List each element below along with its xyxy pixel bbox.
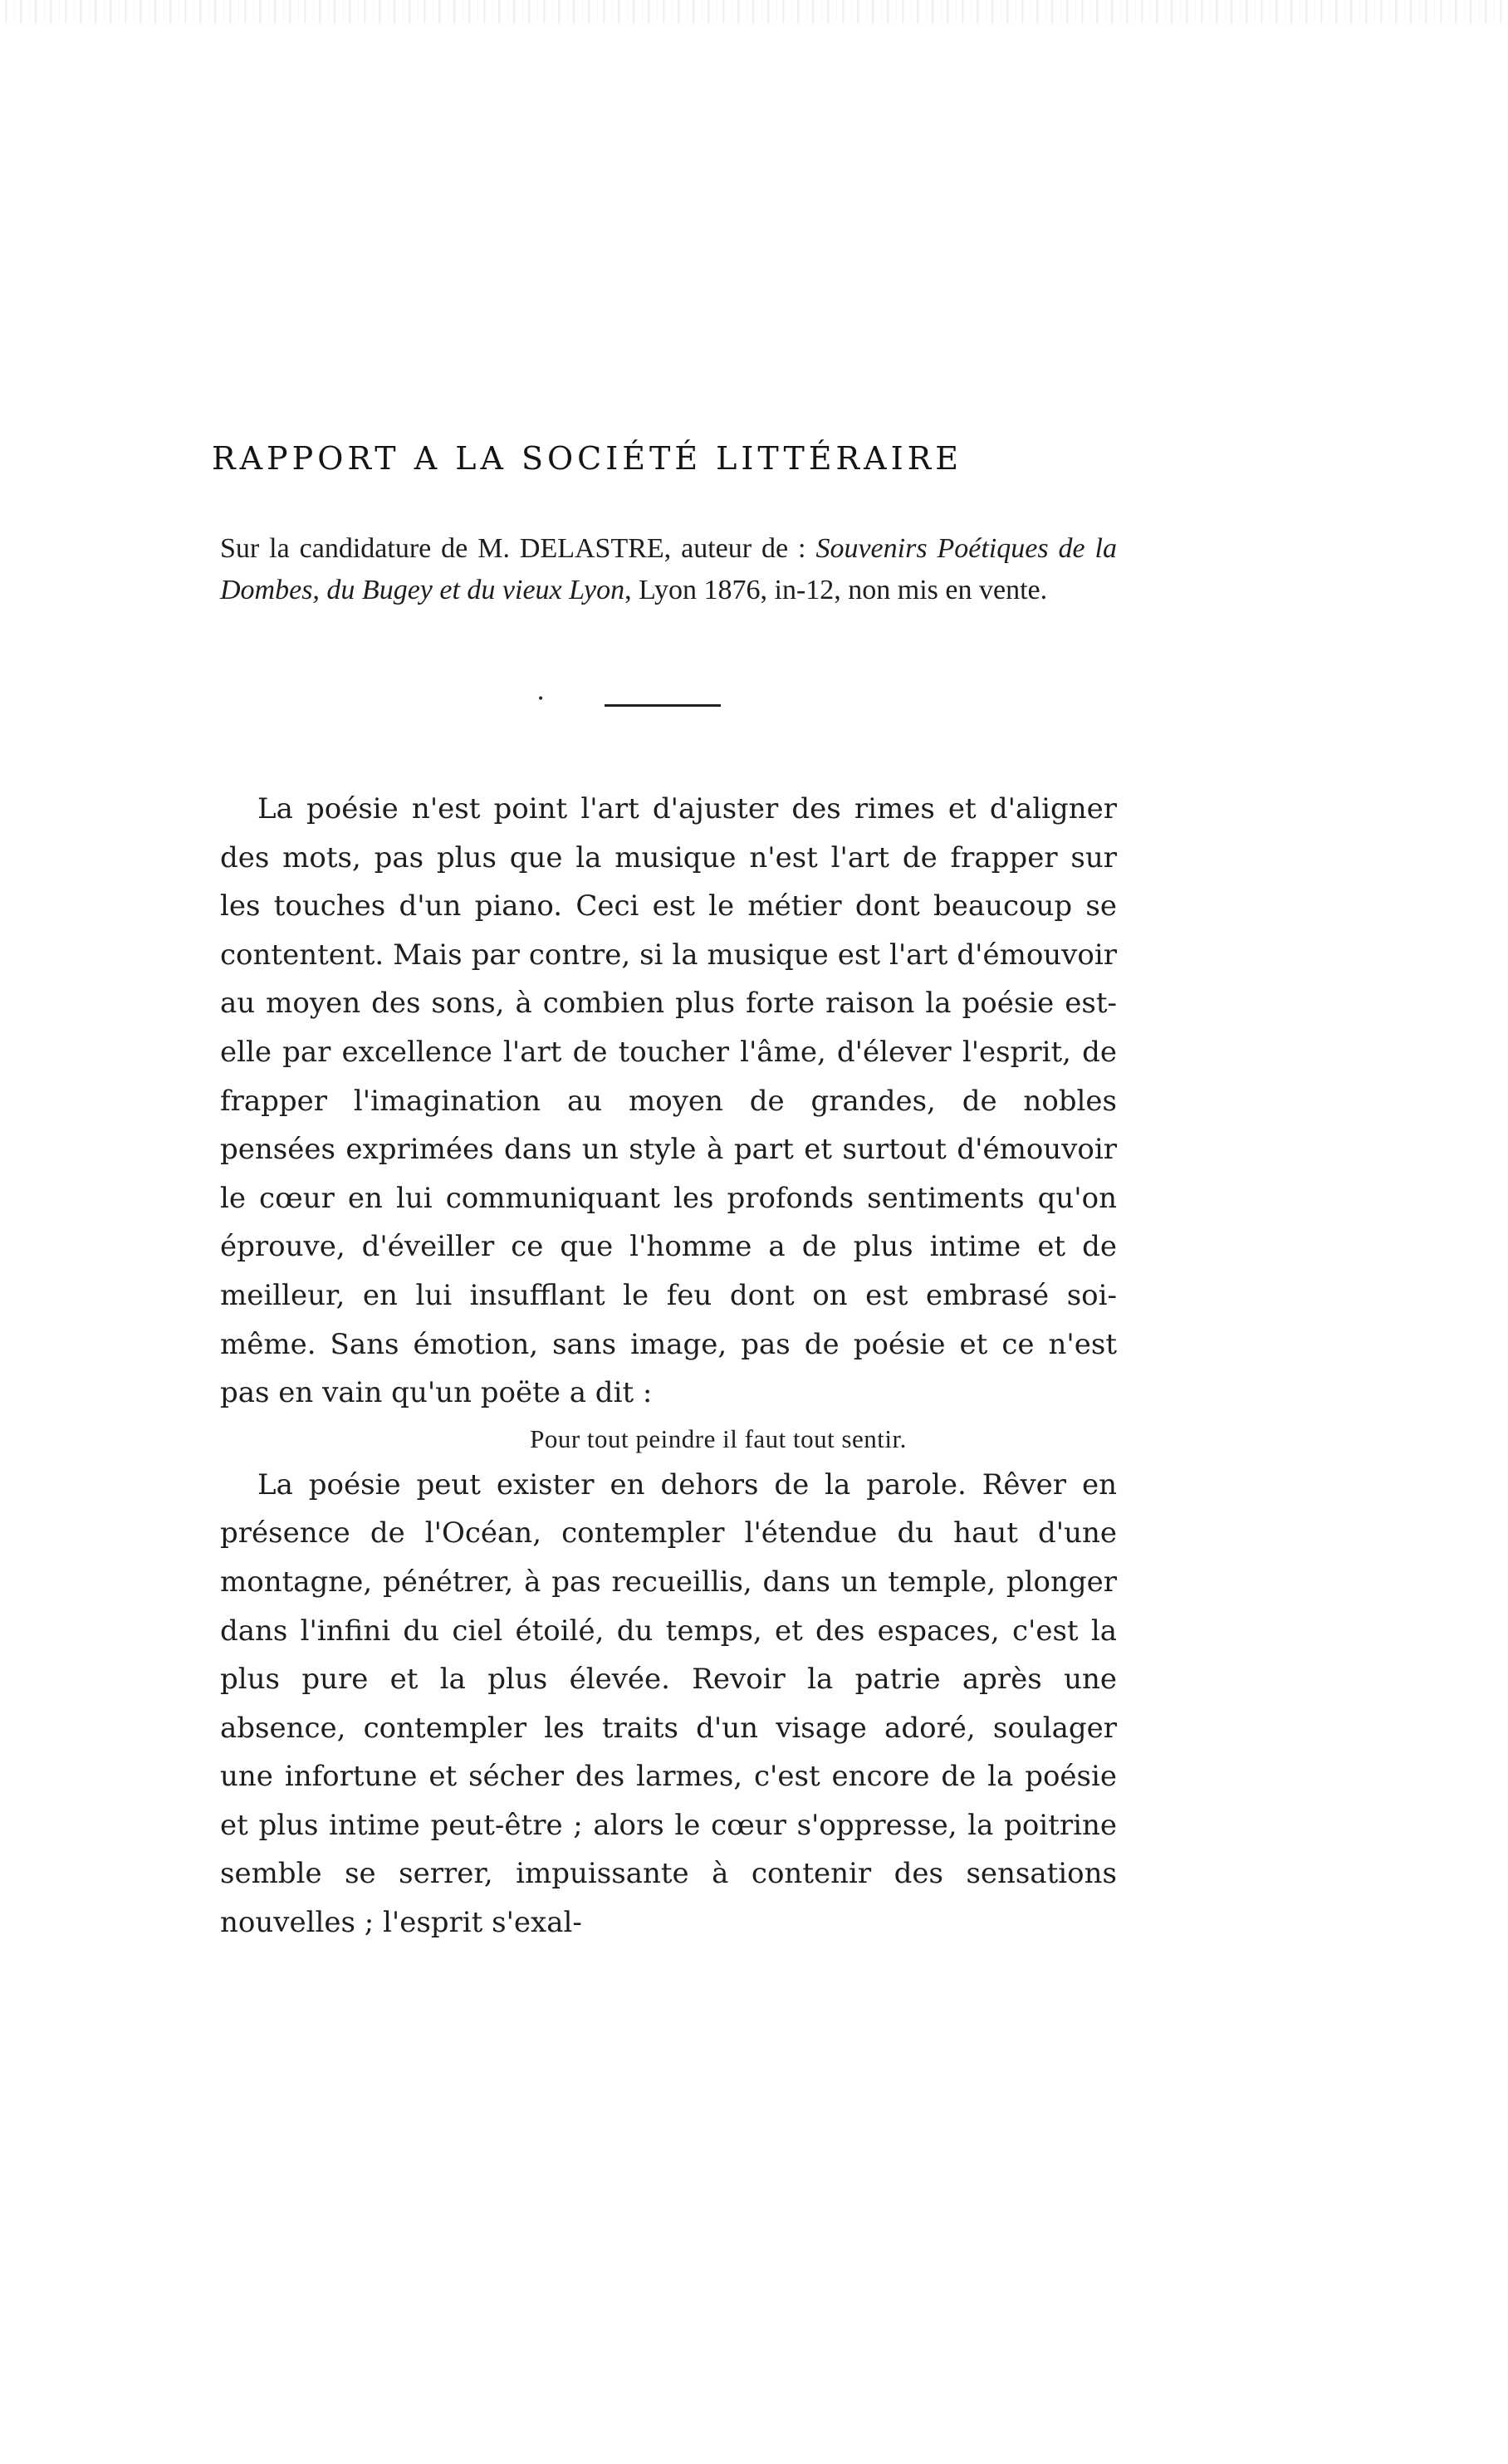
body-text (220, 785, 1117, 1947)
page-title: RAPPORT A LA SOCIÉTÉ LITTÉRAIRE (212, 440, 962, 477)
paragraph-1: La poésie n'est point l'art d'ajuster des rimes et d'aligner des mots, pas plus que la musique n'est l'art de frapper sur les touches d'un piano. Ceci est le métier dont beaucoup se contentent. Mais par contre, si la musique est l'art d'émouvoir au moyen des sons, à combien plus forte raison la poésie est-elle par excellence l'art de toucher l'âme, d'élever l'esprit, de frapper l'imagination au moyen de grandes, de nobles pensées exprimées dans un style à part et surtout d'émouvoir le cœur en lui communiquant les profonds sentiments qu'on éprouve, d'éveiller ce que l'homme a de plus intime et de meilleur, en lui insufflant le feu dont on est embrasé soi-même. Sans émotion, sans image, pas de poésie et ce n'est pas en vain qu'un poëte a dit : (220, 792, 1117, 1410)
scan-edge-noise (0, 0, 1508, 23)
quote-line: Pour tout peindre il faut tout sentir. (530, 1423, 907, 1453)
subtitle-suffix: , Lyon 1876, in-12, non mis en vente. (624, 575, 1048, 605)
subtitle (220, 528, 1117, 611)
subtitle-work-title: Souvenirs Poétiques de la Dombes, du Bugey et du vieux Lyon (220, 533, 1117, 605)
paragraph-2: La poésie peut exister en dehors de la parole. Rêver en présence de l'Océan, contempler l'étendue du haut d'une montagne, pénétrer, à pas recueillis, dans un temple, plonger dans l'infini du ciel étoilé, du temps, et des espaces, c'est la plus pure et la plus élevée. Revoir la patrie après une absence, contempler les traits d'un visage adoré, soulager une infortune et sécher des larmes, c'est encore de la poésie et plus intime peut-être ; alors le cœur s'oppresse, la poitrine semble se serrer, impuissante à contenir des sensations nouvelles ; l'esprit s'exal- (220, 1467, 1117, 1940)
subtitle-prefix: Sur la candidature de M. DELASTRE, auteur de : (220, 533, 816, 564)
separator-rule (605, 704, 721, 707)
ornament-dot: • (537, 693, 545, 706)
